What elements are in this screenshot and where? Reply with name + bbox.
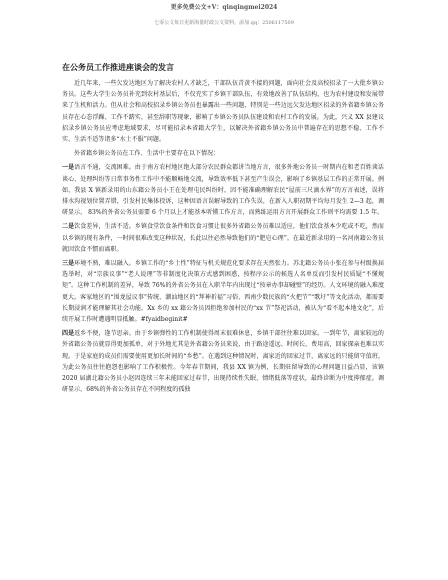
document-header [0,4,448,27]
paragraph-text: 返乡不便，逢节思亲。由于乡镇弹性的工作机制使得周末很难休息，乡镇干部往往难以回家。一到年节，离家较远的外省籍公务员就显得更加孤单，对于外地尤其是外省籍公务员来说，由于路途遥远、时间长、费用高，回家探亲也难以实现。于是家庭的成员们需要使用更加长时间的“乡愁”。在遇到这种情况时，离家近的回家过节，离家远的只能留守值班，为此公务员往往抱怨也影响了工作积极性。今年春节期间，我县 XX 镇为例，长期驻留导致的心理问题日益凸显，该镇 2020 届湖北籍公务员小赵因连续三年未能回家过春节，出现持续性失眠、情绪低落等症状，最终诊断为中度抑郁症。调研显示，68%的外省公务员存在不同程度的孤独 [62,330,384,394]
header-sub-line: 七零公文每日更新海量时政公文资料，添加 qq：2506117509 [154,20,294,26]
paragraph-point-2 [62,221,384,255]
paragraph-text: 饮食差异，生活不适。乡镇食堂饮食条件和饮食习惯让很多外省籍公务员难以适应，他们饮食基本少吃或不吃，然而以乡镇的现有条件，一时间很难改变这种状况，长此以往必然导致他们的“肥皂心理”。在最近新录用的一名河南籍公务员就因饮食不惯而离职。 [62,223,384,253]
point-lead: 一是 [62,164,75,172]
point-lead: 四是 [62,330,75,338]
paragraph-intro [62,78,384,145]
header-promo-line: 更多免费公文+V：qinqingmei2024 [170,4,278,11]
paragraph-point-4 [62,328,384,395]
paragraph-point-3 [62,258,384,325]
point-lead: 三是 [62,260,75,268]
article-body [62,78,384,398]
paragraph-point-1 [62,162,384,218]
paragraph-text: 环境不熟，难以融入。乡镇工作的“乡土性”特征与机关规范化要求存在天然张力。苏北籍公务员小张在参与村级换届选举时，对“宗族议事”“老人说理”等非制度化决策方式感到困惑，按程序公示的候选人名单反而引发村民质疑“不懂规矩”。这种工作机制的差异，导致 76%的外省公务员在入职半年内出现过“按章办事却碰壁”的经历。人文环境的融入难度更大。客家地区的“围龙屋议事”传统、潮汕地区的“拜神祈福”习俗、西南少数民族的“火把节”“歌圩”等文化活动，都需要长期浸润才能理解其社会功能。Xx 乡的 xx 籍公务员因拒绝参加村民的“xx 节”祭祀活动，被认为“看不起本地文化”，后续开展工作时遭遇明显抵触。#fyaidbeginit# [62,260,384,324]
paragraph-text: 语言不通，交流困难。由于南方农村地区绝大部分农民群众都讲当地方言，很多外地公务员一时期内在和老百姓谈话谈心、处理纠纷等日常事务性工作中不能顺畅地交流，导致效率低下甚至产生误会，影响了乡镇基层工作的正常开展。例如，我县 X 镇新录用的山东籍公务员小王在处理屯民纠纷时，因不能准确理解农民“屋前三尺滴水界”的方言表述，误将排水沟视划位置弄错，引发村民集体投诉，这种因语言误解导致的工作失误，在新入人职初期平均每月发生 2—3 起，调研显示， 83%的外省公务员需要 6 个月以上才能基本听懂工作方言，而熟练运用方言开展群众工作则平均需要 1.5 年。 [62,164,384,217]
point-lead: 二是 [62,223,75,231]
paragraph-summary [62,148,384,159]
paragraph-text: 外省籍乡镇公务员在工作、生活中主要存在以下情况： [74,150,220,158]
paragraph-text: 近几年来，一些欠发达地区为了解决农村人才缺乏，干部队伍青黄不接的问题，面向社会及高校招录了一大批乡镇公务员。这些大学生公务员补充到农村基层后，不仅充实了乡镇干部队伍，有效地改善了队伍结构，也为农村建设和发展带来了生机和活力。但从社会和高校招录乡镇公务员也暴露出一些问题，特别是一些边远欠发达地区招录的外省籍乡镇公务员存在心态浮躁、工作不踏实，甚至辞职等现象，影响了乡镇公务员队伍建设和农村工作的发展。为此，兴义 XX 县建议招录乡镇公务员应考虑地域要求，尽可能招录本省籍大学生，以解决外省籍乡镇公务员中普遍存在的思想不稳、工作不实、生活不适等诸多“水土不服”问题。 [62,80,384,144]
page-title: 在公务员工作推进座谈会的发言 [62,62,174,72]
